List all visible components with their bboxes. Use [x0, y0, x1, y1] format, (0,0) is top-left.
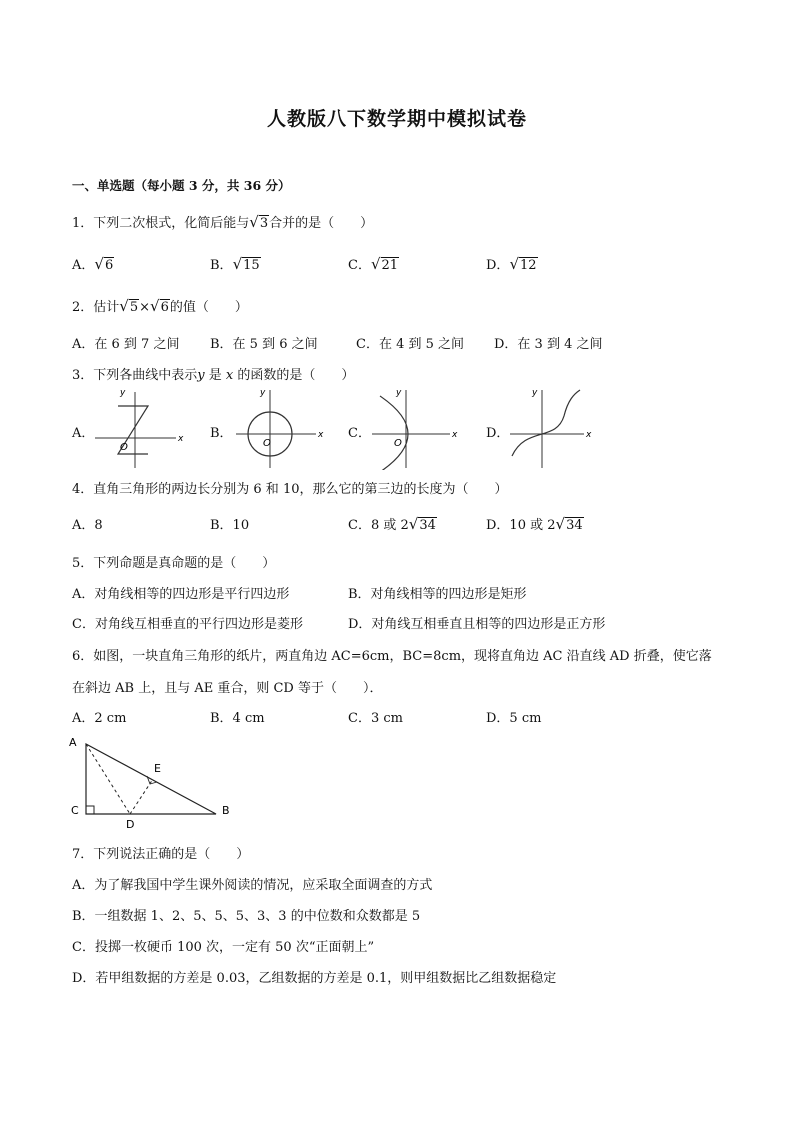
q1-option-a[interactable]	[72, 254, 114, 273]
radicand: 21	[381, 258, 399, 273]
q2-option-a[interactable]: A．在 6 到 7 之间	[72, 337, 180, 352]
q1-option-c[interactable]	[348, 254, 399, 273]
axis-y-label: y	[120, 388, 126, 398]
var-x: x	[225, 368, 234, 383]
question-1	[72, 212, 373, 231]
label-b: B	[222, 804, 230, 817]
question-2-text: 2．估计	[72, 300, 120, 315]
q7-option-b[interactable]: B．一组数据 1、2、5、5、5、3、3 的中位数和众数都是 5	[72, 909, 421, 924]
var-y: y	[197, 368, 205, 383]
option-label: D．	[486, 258, 510, 273]
label-c: C	[71, 804, 79, 817]
q2-option-b[interactable]: B．在 5 到 6 之间	[210, 337, 318, 352]
page-title: 人教版八下数学期中模拟试卷	[266, 108, 527, 130]
q5-option-d[interactable]: D．对角线互相垂直且相等的四边形是正方形	[348, 617, 606, 632]
sqrt-icon: √	[509, 255, 519, 273]
q6-option-c[interactable]: C．3 cm	[348, 711, 403, 726]
radicand: 34	[566, 518, 583, 533]
question-2-tail: 的值（ ）	[169, 300, 248, 315]
question-3-text: 3．下列各曲线中表示	[72, 368, 198, 383]
radicand: 3	[259, 216, 269, 231]
q7-option-a[interactable]: A．为了解我国中学生课外阅读的情况，应采取全面调查的方式	[72, 878, 433, 893]
question-3	[72, 364, 354, 383]
option-label: A．	[72, 258, 95, 273]
axis-x-label: x	[178, 434, 184, 444]
graph-b	[228, 386, 328, 470]
label-e: E	[154, 762, 161, 775]
question-4: 4．直角三角形的两边长分别为 6 和 10，那么它的第三边的长度为（ ）	[72, 482, 508, 497]
question-5: 5．下列命题是真命题的是（ ）	[72, 556, 276, 571]
origin-label: O	[394, 438, 402, 449]
segment-de	[130, 779, 153, 814]
question-3-mid: 是	[204, 368, 226, 383]
triangle-abc	[86, 744, 216, 814]
question-3-tail: 的函数的是（ ）	[233, 368, 355, 383]
axis-x-label: x	[318, 430, 324, 440]
question-1-tail: 合并的是（ ）	[269, 216, 374, 231]
option-text: D．10 或 2	[486, 518, 556, 533]
question-6-line2: 在斜边 AB 上，且与 AE 重合，则 CD 等于（ ）．	[72, 681, 383, 696]
curve	[512, 390, 580, 456]
fold-line-ad	[86, 744, 130, 814]
sqrt-icon: √	[150, 297, 160, 315]
option-label: C．	[348, 258, 371, 273]
times-sign: ×	[139, 300, 151, 315]
sqrt-icon: √	[408, 515, 419, 533]
origin-label: O	[120, 442, 128, 453]
curve	[380, 396, 408, 470]
graph-c	[366, 386, 466, 470]
q1-option-d[interactable]	[486, 254, 538, 273]
radicand: 34	[419, 518, 436, 533]
question-2	[72, 296, 248, 315]
sqrt-icon: √	[555, 515, 566, 533]
q1-option-b[interactable]	[210, 254, 261, 273]
q7-option-d[interactable]: D．若甲组数据的方差是 0.03，乙组数据的方差是 0.1，则甲组数据比乙组数据稳定	[72, 971, 557, 986]
q2-option-c[interactable]: C．在 4 到 5 之间	[356, 337, 465, 352]
q3-option-b[interactable]: B．	[210, 426, 233, 441]
radicand: 5	[129, 300, 139, 315]
q6-option-b[interactable]: B．4 cm	[210, 711, 265, 726]
q4-option-d[interactable]	[486, 514, 584, 533]
axis-y-label: y	[260, 388, 266, 398]
q5-option-a[interactable]: A．对角线相等的四边形是平行四边形	[72, 587, 290, 602]
radicand: 6	[160, 300, 169, 315]
q3-option-a[interactable]: A．	[72, 426, 95, 441]
origin-label: O	[263, 438, 271, 449]
sqrt-icon: √	[94, 255, 104, 273]
sqrt-icon: √	[249, 213, 259, 231]
label-a: A	[69, 736, 77, 749]
q2-option-d[interactable]: D．在 3 到 4 之间	[494, 337, 603, 352]
q4-option-a[interactable]: A．8	[72, 518, 103, 533]
q6-option-d[interactable]: D．5 cm	[486, 711, 542, 726]
q5-option-b[interactable]: B．对角线相等的四边形是矩形	[348, 587, 527, 602]
q3-option-d[interactable]: D．	[486, 426, 510, 441]
axis-x-label: x	[452, 430, 458, 440]
graph-a	[90, 386, 185, 470]
radicand: 6	[104, 258, 114, 273]
radicand: 12	[520, 258, 537, 273]
question-7: 7．下列说法正确的是（ ）	[72, 847, 250, 862]
q3-option-c[interactable]: C．	[348, 426, 371, 441]
sqrt-icon: √	[119, 297, 129, 315]
option-label: B．	[210, 258, 233, 273]
axis-y-label: y	[396, 388, 402, 398]
right-angle-c	[86, 806, 94, 814]
axis-y-label: y	[532, 388, 538, 398]
question-1-text: 1．下列二次根式，化简后能与	[72, 216, 250, 231]
label-d: D	[126, 818, 135, 831]
triangle-figure	[66, 734, 246, 834]
q6-option-a[interactable]: A．2 cm	[72, 711, 127, 726]
sqrt-icon: √	[232, 255, 243, 273]
option-text: C．8 或 2	[348, 518, 409, 533]
sqrt-icon: √	[370, 255, 381, 273]
q4-option-b[interactable]: B．10	[210, 518, 250, 533]
axis-x-label: x	[586, 430, 592, 440]
q4-option-c[interactable]	[348, 514, 437, 533]
question-6-line1: 6．如图，一块直角三角形的纸片，两直角边 AC=6cm，BC=8cm，现将直角边 AC 沿直线 AD 折叠，使它落	[72, 649, 712, 664]
q5-option-c[interactable]: C．对角线互相垂直的平行四边形是菱形	[72, 617, 303, 632]
radicand: 15	[243, 258, 260, 273]
q7-option-c[interactable]: C．投掷一枚硬币 100 次，一定有 50 次“正面朝上”	[72, 940, 375, 955]
section-heading: 一、单选题（每小题 3 分，共 36 分）	[72, 178, 291, 193]
graph-d	[506, 386, 596, 470]
